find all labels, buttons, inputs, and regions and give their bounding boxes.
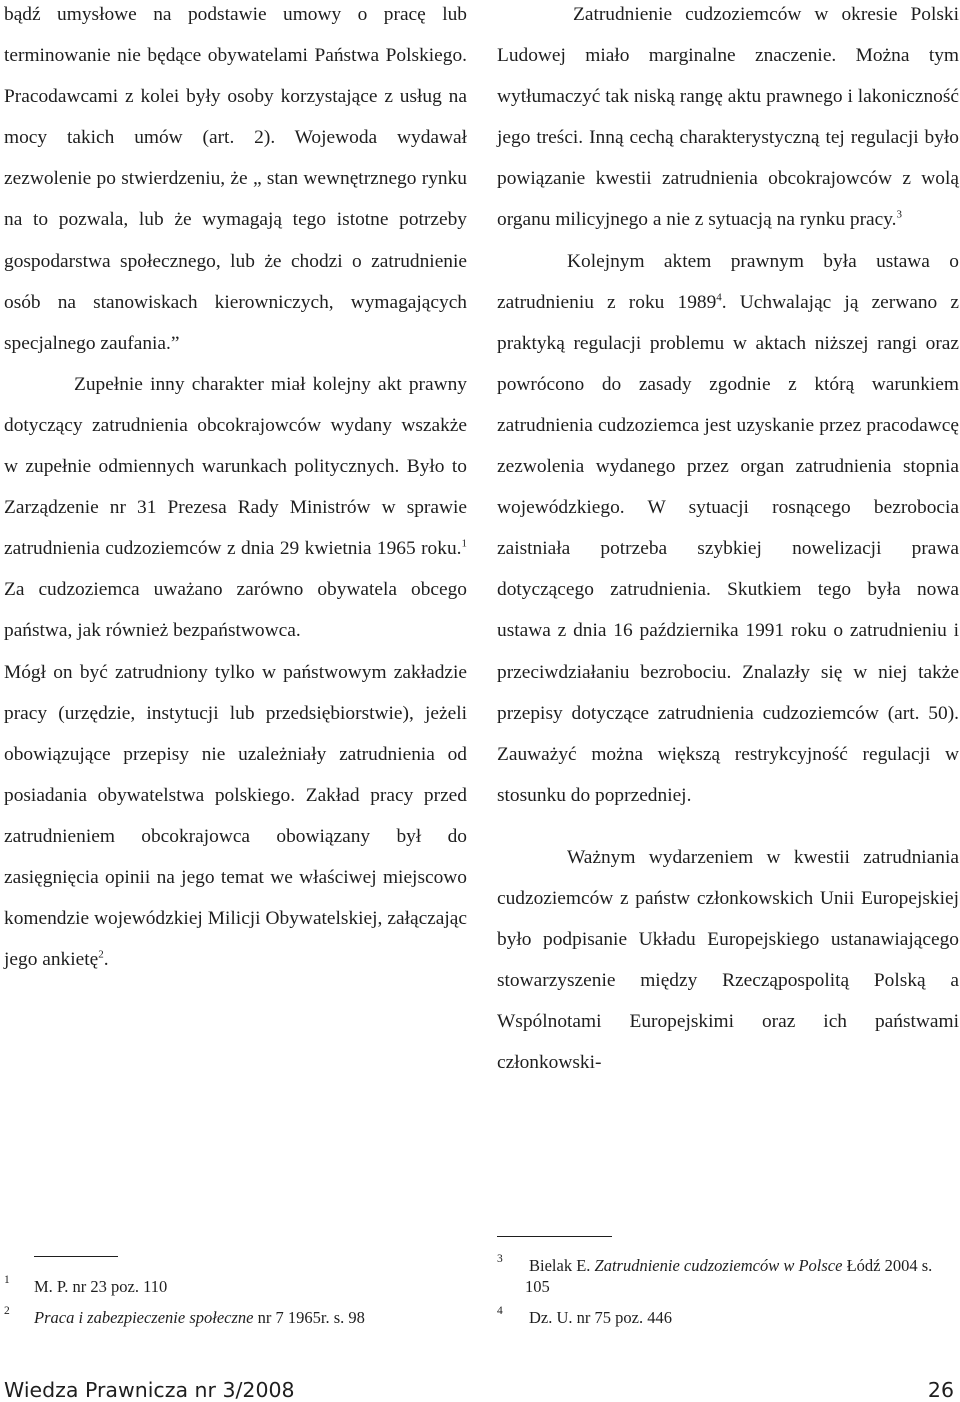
page-number: 26 xyxy=(927,1378,954,1402)
page-footer xyxy=(4,1378,954,1402)
paragraph: bądź umysłowe na podstawie umowy o pracę lub terminowanie nie będące obywatelami Państwa Polskiego. Pracodawcami z kolei były osoby korzystające z usług na mocy takich umów (art. 2). Wojewoda wydawał zezwolenie po stwierdzeniu, że „ stan wewnętrznego rynku na to pozwala, lub że wymagają tego istotne potrzeby gospodarstwa społecznego, lub że chodzi o zatrudnienie osób na stanowiskach kierowniczych, wymagających specjalnego zaufania.” xyxy=(4,4,467,354)
footnote-ref[interactable]: 4 xyxy=(716,291,722,304)
footnote-ref[interactable]: 2 xyxy=(98,948,104,961)
paragraph: Zupełnie inny charakter miał kolejny akt prawny dotyczący zatrudnienia obcokrajowców wydany wszakże w zupełnie odmiennych warunkach politycznych. Było to Zarządzenie nr 31 Prezesa Rady Ministrów w sprawie zatrudnienia cudzoziemców z dnia 29 kwietnia 1965 roku.$^1$ Za cudzoziemca uważano zarówno obywatela obcego państwa, jak również bezpaństwowca. xyxy=(4,373,467,642)
paragraph: Zatrudnienie cudzoziemców w okresie Polski Ludowej miało marginalne znaczenie. Można tym wytłumaczyć tak niską rangę aktu prawnego i lakoniczność jego treści. Inną cechą charakterystyczną tej regulacji było powiązanie kwestii zatrudnienia obcokrajowców z wolą organu milicyjnego a nie z sytuacją na rynku pracy.$^3$ xyxy=(497,4,959,231)
paragraph: Kolejnym aktem prawnym była ustawa o zatrudnieniu z roku 1989$^4$. Uchwalając ją zerwano z praktyką regulacji problemu w aktach niższej rangi oraz powrócono do zasady zgodnie z którą warunkiem zatrudnienia cudzoziemca jest uzyskanie przez pracodawcę zezwolenia wydanego przez organ zatrudnienia stopnia wojewódzkiego. W sytuacji rosnącego bezrobocia zaistniała potrzeba szybkiej nowelizacji prawa dotyczącego zatrudnienia. Skutkiem tego była nowa ustawa z dnia 16 października 1991 roku o zatrudnieniu i przeciwdziałaniu bezrobociu. Znalazły się w niej także przepisy dotyczące zatrudnienia cudzoziemców (art. 50). Zauważyć można większą restrykcyjność regulacji w stosunku do poprzedniej. xyxy=(497,250,959,806)
footnote-divider xyxy=(497,1236,612,1237)
footnote-number: 4 xyxy=(497,1305,503,1317)
footnote-text: Dz. U. nr 75 poz. 446 xyxy=(529,1308,672,1327)
footnote-text: M. P. nr 23 poz. 110 xyxy=(34,1277,168,1296)
left-column xyxy=(4,0,467,980)
footnote-divider xyxy=(34,1256,118,1257)
footnote-text: Praca i zabezpieczenie społeczne nr 7 1965r. s. 98 xyxy=(34,1308,365,1327)
paragraph: Ważnym wydarzeniem w kwestii zatrudniania cudzoziemców z państw członkowskich Unii Europejskiej było podpisanie Układu Europejskiego ustanawiającego stowarzyszenie między Rzecząpospolitą Polską a Wspólnotami Europejskimi oraz ich państwami członkowski- xyxy=(497,846,959,1074)
journal-title: Wiedza Prawnicza nr 3/2008 xyxy=(4,1378,295,1402)
footnote-number: 3 xyxy=(497,1253,503,1265)
footnote-number: 2 xyxy=(4,1305,10,1317)
right-column xyxy=(497,0,959,1083)
footnote-text: Bielak E. Zatrudnienie cudzoziemców w Polsce Łódź 2004 s. 105 xyxy=(525,1256,933,1296)
footnote-ref[interactable]: 3 xyxy=(896,209,903,221)
footnote-ref[interactable]: 1 xyxy=(461,537,467,550)
footnote-number: 1 xyxy=(4,1274,10,1286)
paragraph: Mógł on być zatrudniony tylko w państwowym zakładzie pracy (urzędzie, instytucji lub przedsiębiorstwie), jeżeli obowiązujące przepisy nie uzależniały zatrudnienia od posiadania obywatelstwa polskiego. Zakład pracy przed zatrudnieniem obcokrajowca obowiązany był do zasięgnięcia opinii na jego temat we właściwej miejscowo komendzie wojewódzkiej Milicji Obywatelskiej, załączając jego ankietę$^2$. xyxy=(4,661,467,971)
